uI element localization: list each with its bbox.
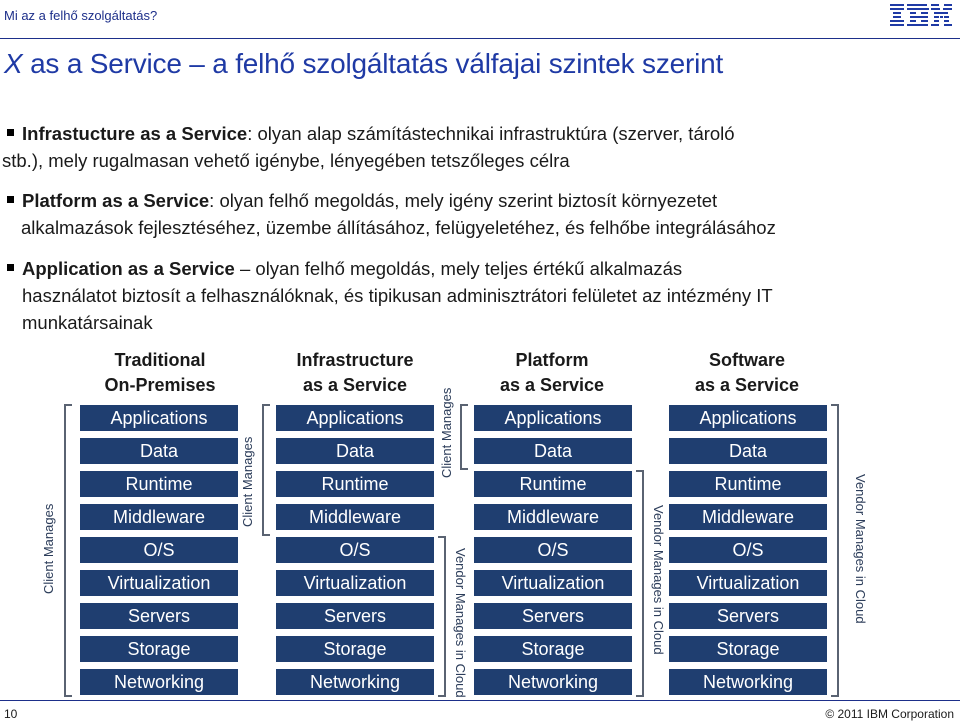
- bullet-marker: [7, 264, 14, 271]
- client-manages-label: Client Manages: [41, 503, 56, 594]
- layer-storage: Storage: [276, 636, 434, 662]
- layer-applications: Applications: [669, 405, 827, 431]
- client-bracket: [262, 404, 270, 536]
- bullet-line: alkalmazások fejlesztéséhez, üzembe állításához, felügyeletéhez, és felhőbe integrálásához: [21, 217, 776, 238]
- layer-data: Data: [669, 438, 827, 464]
- title-text: as a Service – a felhő szolgáltatás válfajai szintek szerint: [22, 48, 724, 79]
- column-title-paas: Platform as a Service: [499, 350, 605, 395]
- bullet-line: Infrastucture as a Service: olyan alap számítástechnikai infrastruktúra (szerver, tároló: [22, 123, 735, 144]
- client-bracket: [64, 404, 72, 697]
- vendor-bracket: [831, 404, 839, 697]
- footer-divider: [0, 700, 960, 701]
- page-number: 10: [4, 707, 18, 721]
- layer-servers: Servers: [669, 603, 827, 629]
- client-manages-label: Client Manages: [240, 436, 255, 527]
- column-title-saas: Software as a Service: [694, 350, 800, 395]
- bullet-line: Application as a Service – olyan felhő megoldás, mely teljes értékű alkalmazás: [22, 258, 683, 279]
- layer-runtime: Runtime: [669, 471, 827, 497]
- vendor-bracket: [438, 536, 446, 697]
- slide-title: [4, 48, 723, 80]
- layer-virtualization: Virtualization: [80, 570, 238, 596]
- slide-header: [0, 0, 960, 40]
- bullet-marker: [7, 129, 14, 136]
- layer-middleware: Middleware: [276, 504, 434, 530]
- layer-data: Data: [474, 438, 632, 464]
- layer-runtime: Runtime: [474, 471, 632, 497]
- vendor-bracket: [636, 470, 644, 697]
- section-title: Mi az a felhő szolgáltatás?: [4, 8, 158, 23]
- layer-networking: Networking: [80, 669, 238, 695]
- layer-applications: Applications: [80, 405, 238, 431]
- layer-storage: Storage: [669, 636, 827, 662]
- client-manages-label: Client Manages: [439, 387, 454, 478]
- layer-virtualization: Virtualization: [474, 570, 632, 596]
- client-bracket: [460, 404, 468, 470]
- layer-os: O/S: [80, 537, 238, 563]
- layer-networking: Networking: [474, 669, 632, 695]
- layer-data: Data: [276, 438, 434, 464]
- layer-virtualization: Virtualization: [669, 570, 827, 596]
- bullet-line: stb.), mely rugalmasan vehető igénybe, lényegében tetszőleges célra: [2, 150, 570, 171]
- layer-servers: Servers: [474, 603, 632, 629]
- bullet-line: Platform as a Service: olyan felhő megoldás, mely igény szerint biztosít környezetet: [22, 190, 718, 211]
- layer-middleware: Middleware: [669, 504, 827, 530]
- layer-applications: Applications: [276, 405, 434, 431]
- column-title-iaas: Infrastructure as a Service: [296, 350, 414, 395]
- layer-os: O/S: [669, 537, 827, 563]
- bullet-line: használatot biztosít a felhasználóknak, és tipikusan adminisztrátori felületet az intézmény IT: [22, 285, 773, 306]
- layer-storage: Storage: [474, 636, 632, 662]
- bullet-marker: [7, 196, 14, 203]
- layer-networking: Networking: [669, 669, 827, 695]
- title-x: X: [4, 48, 23, 79]
- layer-storage: Storage: [80, 636, 238, 662]
- layer-applications: Applications: [474, 405, 632, 431]
- vendor-manages-label: Vendor Manages in Cloud: [651, 505, 666, 655]
- layer-runtime: Runtime: [276, 471, 434, 497]
- layer-os: O/S: [276, 537, 434, 563]
- layer-data: Data: [80, 438, 238, 464]
- layer-middleware: Middleware: [474, 504, 632, 530]
- vendor-manages-label: Vendor Manages in Cloud: [853, 474, 868, 624]
- layer-runtime: Runtime: [80, 471, 238, 497]
- column-title-traditional: Traditional On-Premises: [104, 350, 216, 395]
- copyright: © 2011 IBM Corporation: [825, 707, 954, 721]
- layer-networking: Networking: [276, 669, 434, 695]
- bullet-line: munkatársainak: [22, 312, 153, 333]
- layer-middleware: Middleware: [80, 504, 238, 530]
- layer-servers: Servers: [276, 603, 434, 629]
- layer-virtualization: Virtualization: [276, 570, 434, 596]
- ibm-logo: [890, 4, 952, 28]
- layer-servers: Servers: [80, 603, 238, 629]
- vendor-manages-label: Vendor Manages in Cloud: [453, 548, 468, 698]
- header-divider: [0, 38, 960, 39]
- layer-os: O/S: [474, 537, 632, 563]
